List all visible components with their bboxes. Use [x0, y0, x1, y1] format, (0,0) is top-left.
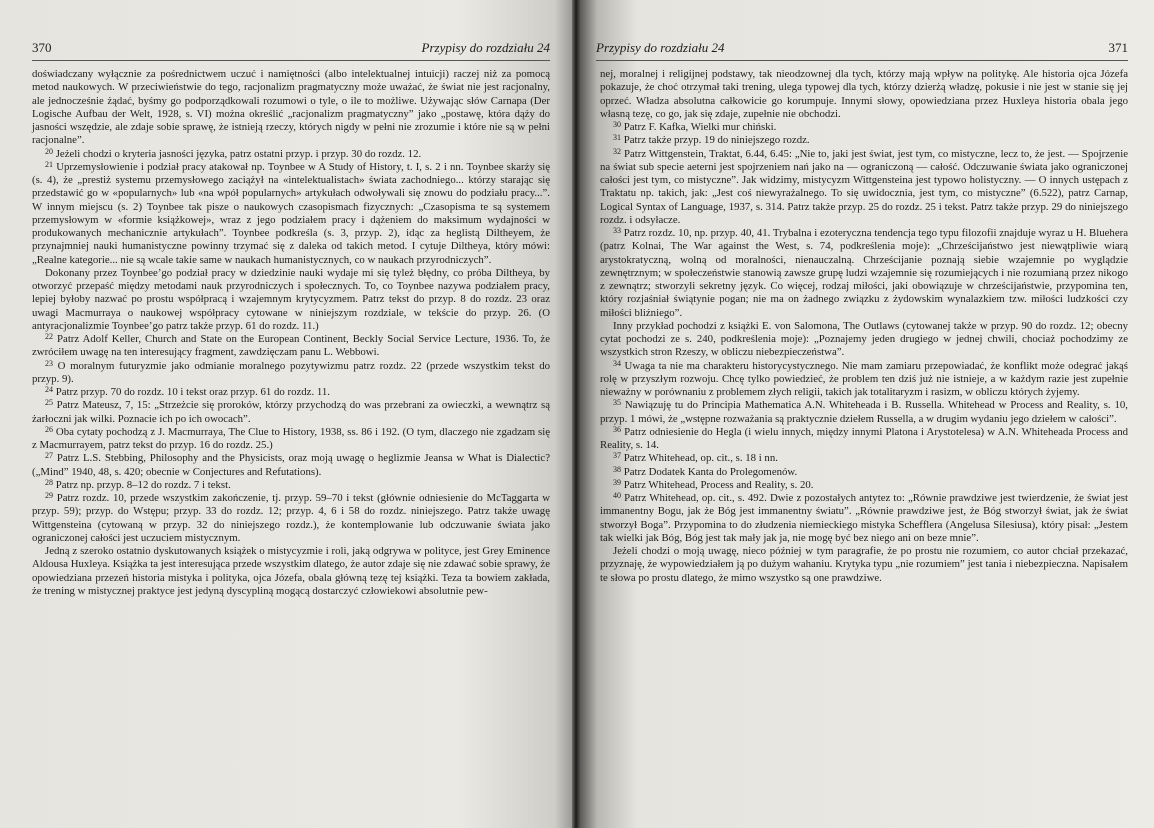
footnote-text: nej, moralnej i religijnej podstawy, tak nieodzownej dla tych, którzy mają wpływ na politykę. Ale historia ojca Józefa pokazuje, że choć otrzymał taki trening, ulega typowej dla tych, którzy dzierżą władzę, pokusie i nie jest w stanie się jej oprzeć. Władza absolutna całkowicie go korumpuje. Innymi słowy, opowiedziana przez Huxleya historia obala jego własną tezę, co go, jak się zdaje, zupełnie nie obchodzi. — [600, 68, 1128, 120]
paragraph — [600, 545, 1128, 585]
footnote-40 — [600, 492, 1128, 545]
paragraph — [32, 545, 550, 598]
footnote-33 — [600, 227, 1128, 320]
right-page-number: 371 — [1108, 40, 1128, 55]
footnote-number: 32 — [613, 146, 621, 156]
right-running-head — [596, 40, 1128, 61]
footnote-number: 39 — [613, 477, 621, 487]
footnote-text: Jeżeli chodzi o kryteria jasności języka, patrz ostatni przyp. i przyp. 30 do rozdz. 12. — [55, 147, 422, 160]
footnote-number: 30 — [613, 120, 621, 129]
footnote-text: Patrz Dodatek Kanta do Prolegomenów. — [623, 465, 798, 478]
footnote-text: doświadczany wyłącznie za pośrednictwem uczuć i namiętności (albo intelektualnej intuicji) raczej niż za pomocą metod naukowych. W przeciwieństwie do tego, racjonalizm pragmatyczny może uważać, że świat nie jest racjonalny, ale jednocześnie żądać, byśmy go podporządkowali rozumowi o tyle, o ile to możliwe. Używając słów Carnapa (Der Logische Aufbau der Welt, 1928, s. VI) można określić „racjonalizm pragmatyczny” jako „postawę, która dąży do jasności wszędzie, ale zdaje sobie sprawę, że istnieją rzeczy, których nigdy w pełni nie zrozumie i które nie są w pełni racjonalne”. — [32, 68, 550, 147]
left-running-head-title: Przypisy do rozdziału 24 — [421, 40, 550, 55]
paragraph — [32, 68, 550, 148]
footnote-text: Uprzemysłowienie i podział pracy atakował np. Toynbee w A Study of History, t. I, s. 2 i nn. Toynbee skarży się (s. 4), że „prestiż systemu przemysłowego zaciążył na «intelektualistach» świata zachodniego... którzy starając się przedstawić go w «popularnych» lub «na wpół popularnych» artykułach odwoływali się znowu do podziału pracy...”. W innym miejscu (s. 2) Toynbee tak pisze o naukowych czasopismach fizycznych: „Czasopisma te są systemem przemysłowym w «formie książkowej», wraz z jego podziałem pracy i dążeniem do maksimum wydajności w produkowanych mechanicznie artykułach”. Toynbee podkreśla (s. 3, przyp. 2), idąc za heglistą Diltheyem, że przynajmniej nauki humanistyczne powinny trzymać się z daleka od takich metod. I cytuje Diltheya, który mówi: „Realne kategorie... nie są wcale takie same w naukach humanistycznych, co w naukach przyrodniczych”. — [32, 160, 551, 266]
footnote-number: 26 — [45, 424, 53, 434]
footnote-32 — [600, 148, 1128, 228]
left-page-number: 370 — [32, 40, 52, 55]
footnote-number: 37 — [613, 451, 621, 461]
footnote-text: Nawiązuję tu do Principia Mathematica A.N. Whiteheada i B. Russella. Whitehead w Process and Reality, s. 10, przyp. 1 mówi, że „wstępne rozważania są praktycznie dziełem Russella, a w drugim wydaniu jego dziełem w całości”. — [600, 399, 1128, 425]
footnote-text: O moralnym futuryzmie jako odmianie moralnego pozytywizmu patrz rozdz. 22 (przede wszystkim tekst do przyp. 9). — [32, 359, 550, 385]
footnote-number: 36 — [613, 424, 621, 434]
footnote-text: Patrz rozdz. 10, np. przyp. 40, 41. Trybalna i ezoteryczna tendencja tego typu filozofii znajduje wyraz u H. Bluehera (patrz Kolnai, The War against the West, s. 74, podkreślenia moje): „Chrześcijaństwo jest niewątpliwie wiarą arystokratyczną, wolną od moralności, nienauczalną. Chrześcijanie poznają siebie wzajemnie po wyglądzie zewnętrznym; w społeczeństwie stanowią zawsze grupę ludzi wzajemnie się rozumiejących i nie rozumianą przez nikogo z zewnątrz; stworzyli sekretny język. Co więcej, rodzaj miłości, jaki obowiązuje w chrześcijaństwie, przypomina ten, który rozjaśniał świątynie pogan; nie ma on żadnego związku z żydowskim wynalazkiem tzw. miłości ludzkości czy miłości bliźniego”. — [600, 227, 1128, 319]
footnote-29 — [32, 492, 550, 545]
footnote-number: 24 — [45, 385, 53, 394]
footnote-text: Patrz rozdz. 10, przede wszystkim zakończenie, tj. przyp. 59–70 i tekst (głównie odniesienie do McTaggarta w przyp. 59); przyp. do Wstępu; przyp. 33 do rozdz. 12; przyp. 4, 6 i 58 do rozdz. niniejszego. Patrz także uwagę Wittgensteina (cytowaną w przyp. 32 do niniejszego rozdz.), że kontemplowanie lub odczuwanie świata jako ograniczonej całości jest uczuciem mistycznym. — [32, 492, 551, 544]
footnote-27 — [32, 452, 550, 479]
footnote-number: 23 — [45, 358, 53, 368]
footnote-text: Patrz F. Kafka, Wielki mur chiński. — [623, 121, 777, 133]
footnote-text: Patrz Whitehead, op. cit., s. 18 i nn. — [623, 452, 778, 465]
footnote-text: Patrz L.S. Stebbing, Philosophy and the Physicists, oraz moją uwagę o heglizmie Jeansa w What is Dialectic? („Mind” 1940, 48, s. 420; obecnie w Conjectures and Refutations). — [32, 452, 550, 478]
footnote-20 — [32, 148, 550, 161]
footnote-number: 33 — [613, 226, 621, 235]
footnote-text: Oba cytaty pochodzą z J. Macmurraya, The Clue to History, 1938, ss. 86 i 192. (O tym, dlaczego nie zgadzam się z Macmurrayem, patrz tekst do przyp. 16 do rozdz. 25.) — [32, 425, 550, 451]
footnote-number: 31 — [613, 133, 621, 143]
footnote-28 — [32, 479, 550, 492]
footnote-text: Jedną z szeroko ostatnio dyskutowanych książek o mistycyzmie i roli, jaką odgrywa w polityce, jest Grey Eminence Aldousa Huxleya. Książka ta jest interesująca przede wszystkim dlatego, że autor zdaje się nie zdawać sobie sprawy, że opowiedziana przezeń historia mistyka i polityka, ojca Józefa, obala główną tezę tej książki. Teza ta bowiem zakłada, że trening w mistycznej praktyce jest jedyną dyscypliną mogącą dostarczyć człowiekowi absolutnie pew- — [32, 545, 550, 597]
right-running-head-title: Przypisy do rozdziału 24 — [596, 40, 725, 55]
footnote-35 — [600, 399, 1128, 426]
book-gutter — [572, 0, 580, 828]
footnote-text: Dokonany przez Toynbee’go podział pracy w dziedzinie nauki wydaje mi się tyleż błędny, co próba Diltheya, by otworzyć przepaść między metodami nauk przyrodniczych i społecznych. To, co Toynbee nazywa podziałem pracy, lepiej byłoby nazwać po prostu współpracą i wzajemnym krytycyzmem. Patrz tekst do przyp. 8 do rozdz. 23 oraz uwagi Macmurraya o naukowej współpracy cytowane w niniejszym rozdziale, w tekście do przyp. 26. (O antyracjonalizmie Toynbee’go patrz także przyp. 61 do rozdz. 11.) — [32, 266, 550, 332]
footnote-25 — [32, 399, 550, 426]
right-page — [580, 0, 1154, 828]
footnote-23 — [32, 360, 550, 387]
footnote-text: Patrz odniesienie do Hegla (i wielu innych, między innymi Platona i Arystotelesa) w A.N. Whiteheada Process and Reality, s. 14. — [600, 425, 1129, 451]
footnote-number: 25 — [45, 398, 53, 408]
footnote-number: 21 — [45, 159, 53, 169]
footnote-text: Patrz Whitehead, op. cit., s. 492. Dwie z pozostałych antytez to: „Równie prawdziwe jest twierdzenie, że świat jest immanentny Bogu, jak że Bóg jest immanentny światu”. „Równie prawdziwe jest, że Bóg stworzył świat, jak że świat stworzył Boga”. Przypomina to do złudzenia niemieckiego mistyka Schefflera (Angelusa Silesiusa), który pisał: „Jestem tak wielki jak Bóg, Bóg jest tak mały jak ja, nie mogę być bez niego ani on beze mnie”. — [600, 492, 1128, 544]
footnote-number: 29 — [45, 491, 53, 500]
paragraph — [600, 68, 1128, 121]
footnote-34 — [600, 360, 1128, 400]
left-footnotes-text — [32, 68, 550, 598]
footnote-text: Patrz Adolf Keller, Church and State on the European Continent, Beckly Social Service Lecture, 1936. To, że zwróciłem uwagę na ten interesujący fragment, zawdzięczam panu L. Webbowi. — [32, 333, 550, 359]
footnote-number: 20 — [45, 146, 53, 156]
footnote-number: 40 — [613, 491, 621, 500]
footnote-text: Inny przykład pochodzi z książki E. von Salomona, The Outlaws (cytowanej także w przyp. 90 do rozdz. 12; obecny cytat pochodzi ze s. 240, podkreślenia moje): „Poznajemy jeden drugiego w jednej chwili, chociaż pochodzimy ze wszystkich stron Rzeszy, w obliczu niebezpieczeństwa”. — [600, 319, 1128, 359]
footnote-31 — [600, 134, 1128, 147]
footnote-text: Patrz np. przyp. 8–12 do rozdz. 7 i tekst. — [55, 478, 231, 491]
footnote-24 — [32, 386, 550, 399]
footnote-number: 22 — [45, 332, 53, 341]
paragraph — [600, 320, 1128, 360]
right-footnotes-text — [596, 68, 1128, 585]
footnote-text: Patrz przyp. 70 do rozdz. 10 i tekst oraz przyp. 61 do rozdz. 11. — [55, 386, 330, 398]
footnote-text: Patrz Whitehead, Process and Reality, s. 20. — [623, 478, 814, 491]
footnote-38 — [600, 466, 1128, 479]
footnote-number: 35 — [613, 398, 621, 408]
footnote-text: Patrz także przyp. 19 do niniejszego rozdz. — [623, 134, 810, 147]
footnote-21 — [32, 161, 550, 267]
footnote-text: Uwaga ta nie ma charakteru historycystycznego. Nie mam zamiaru przepowiadać, że konflikt może odegrać jakąś rolę w przyszłym rozwoju. Chcę tylko powiedzieć, że problem ten dziś już nie istnieje, a w każdym razie jest zupełnie nieważny w porównaniu z problemem złych religii, takich jak totalitaryzm i rasizm, w obliczu których żyjemy. — [600, 359, 1129, 398]
footnote-39 — [600, 479, 1128, 492]
left-page — [0, 0, 572, 828]
footnote-number: 38 — [613, 464, 621, 474]
footnote-number: 34 — [613, 358, 621, 368]
footnote-36 — [600, 426, 1128, 453]
footnote-26 — [32, 426, 550, 453]
left-running-head — [32, 40, 550, 61]
footnote-number: 27 — [45, 451, 53, 461]
paragraph — [32, 267, 550, 333]
footnote-text: Patrz Wittgenstein, Traktat, 6.44, 6.45: „Nie to, jaki jest świat, jest tym, co mistyczne, lecz to, że jest. — Spojrzenie na świat sub specie aeterni jest spojrzeniem nań jako na — ograniczoną — całość. Odczuwanie świata jako ograniczonej całości jest tym, co mistyczne”. Jak widzimy, mistycyzm Wittgensteina jest typowo holistyczny. — O innych ustępach z Traktatu np. takich, jak: „Jest coś niewyrażalnego. To się uwidocznia, jest tym, co mistyczne” (6.522), patrz Carnap, Logical Syntax of Language, 1937, s. 314. Patrz także przyp. 25 do rozdz. 25 i tekst. Patrz także przyp. 29 do niniejszego rozdz. i odsyłacze. — [600, 147, 1128, 226]
footnote-text: Jeżeli chodzi o moją uwagę, nieco później w tym paragrafie, że po prostu nie rozumiem, co autor chciał przekazać, przyznaję, że wypowiedziałem ją po dużym wahaniu. Krytyka typu „nie rozumiem” jest tania i niebezpieczna. Napisałem te słowa po prostu dlatego, że mimo wszystko są one prawdziwe. — [600, 545, 1128, 584]
footnote-30 — [600, 121, 1128, 134]
footnote-22 — [32, 333, 550, 360]
footnote-text: Patrz Mateusz, 7, 15: „Strzeżcie się proroków, którzy przychodzą do was przebrani za owieczki, a wewnątrz są żarłoczni jak wilki. Poznacie ich po ich owocach”. — [32, 399, 551, 425]
footnote-number: 28 — [45, 477, 53, 487]
footnote-37 — [600, 452, 1128, 465]
